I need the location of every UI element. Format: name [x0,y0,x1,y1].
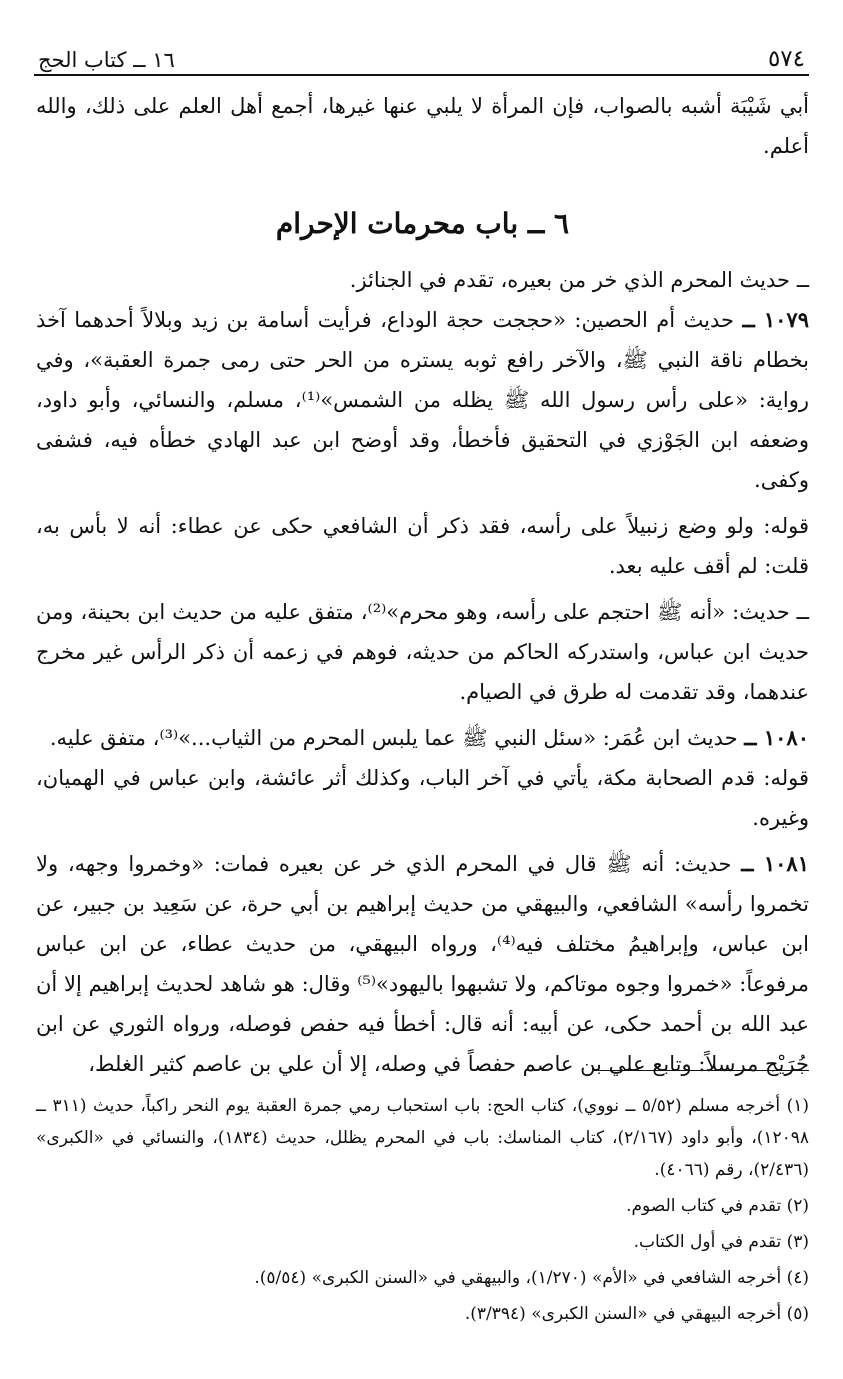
book-title: ١٦ ــ كتاب الحج [38,48,175,72]
hadith-paragraph [36,844,809,1084]
running-header [34,40,809,76]
footnote-5: (٥) أخرجه البيهقي في «السنن الكبرى» (٣/٣٩٤). [464,1304,809,1324]
chapter-title: ٦ ــ باب محرمات الإحرام [275,207,570,240]
footnote-3: (٣) تقدم في أول الكتاب. [633,1232,809,1252]
intro-paragraph: أبي شَيْبَة أشبه بالصواب، فإن المرأة لا يلبي عنها غيرها، أجمع أهل العلم على ذلك، والله أعلم. [36,94,809,158]
hadith-text: حديث ابن عُمَر: «سئل النبي ﷺ عما يلبس المحرم من الثياب...»⁽³⁾، متفق عليه. [49,726,745,750]
paragraph: قوله: ولو وضع زنبيلاً على رأسه، فقد ذكر أن الشافعي حكى عن عطاء: أنه لا بأس به، قلت: لم أقف عليه بعد. [36,514,809,578]
hadith-number: ١٠٨٠ ــ [744,725,809,750]
footnotes [36,1090,809,1334]
main-text [36,86,809,1090]
paragraph: قوله: قدم الصحابة مكة، يأتي في آخر الباب، وكذلك أثر عائشة، وابن عباس في الهميان، وغيره. [36,766,809,830]
footnote-2: (٢) تقدم في كتاب الصوم. [626,1196,809,1216]
hadith-text: حديث: أنه ﷺ قال في المحرم الذي خر عن بعيره فمات: «وخمروا وجهه، ولا تخمروا رأسه» الشافعي، والبيهقي من حديث إبراهيم بن أبي حرة، عن سَعِيد بن جبير، عن ابن عباس، وإبراهيمُ مختلف فيه⁽⁴⁾، ورواه البيهقي، من حديث عطاء، عن ابن عباس مرفوعاً: «خمروا وجوه موتاكم، ولا تشبهوا باليهود»⁽⁵⁾ وقال: هو شاهد لحديث إبراهيم إلا أن عبد الله بن أحمد حكى، عن أبيه: أنه قال: أخطأ فيه حفص فوصله، ورواه الثوري عن ابن جُرَيْج مرسلاً: وتابع علي بن عاصم حفصاً في وصله، إلا أن علي بن عاصم كثير الغلط، [36,852,809,1076]
footnote-separator [594,1070,809,1071]
hadith-paragraph [36,300,809,500]
page-number: ٥٧٤ [767,46,805,72]
footnote-1: (١) أخرجه مسلم (٥/٥٢ ــ نووي)، كتاب الحج: باب استحباب رمي جمرة العقبة يوم النحر راكباً، حديث (٣١١ ــ ١٢٠٩٨)، وأبو داود (٢/١٦٧)، كتاب المناسك: باب في المحرم يظلل، حديث (١٨٣٤)، والنسائي في «الكبرى» (٢/٤٣٦)، رقم (٤٠٦٦). [36,1096,809,1180]
hadith-number: ١٠٧٩ ــ [742,307,809,332]
footnote-4: (٤) أخرجه الشافعي في «الأم» (١/٢٧٠)، والبيهقي في «السنن الكبرى» (٥/٥٤). [254,1268,809,1288]
hadith-paragraph [36,718,809,758]
hadith-number: ١٠٨١ ــ [741,851,809,876]
hadith-text: حديث أم الحصين: «حججت حجة الوداع، فرأيت أسامة بن زيد وبلالاً أحدهما آخذ بخطام ناقة النبي ﷺ، والآخر رافع ثوبه يستره من الحر حتى رمى جمرة العقبة»، وفي رواية: «على رأس رسول الله ﷺ يظله من الشمس»⁽¹⁾، مسلم، والنسائي، وأبو داود، وضعفه ابن الجَوْزي في التحقيق فأخطأ، وقد أوضح ابن عبد الهادي خطأه فيه، فشفى وكفى. [36,308,810,492]
paragraph: ــ حديث: «أنه ﷺ احتجم على رأسه، وهو محرم»⁽²⁾، متفق عليه من حديث ابن بحينة، ومن حديث ابن عباس، واستدركه الحاكم من حديثه، فوهم في زعمه أن ذكر الرأس غير مخرج عندهما، وقد تقدمت له طرق في الصيام. [36,600,809,704]
paragraph: ــ حديث المحرم الذي خر من بعيره، تقدم في الجنائز. [349,268,809,292]
